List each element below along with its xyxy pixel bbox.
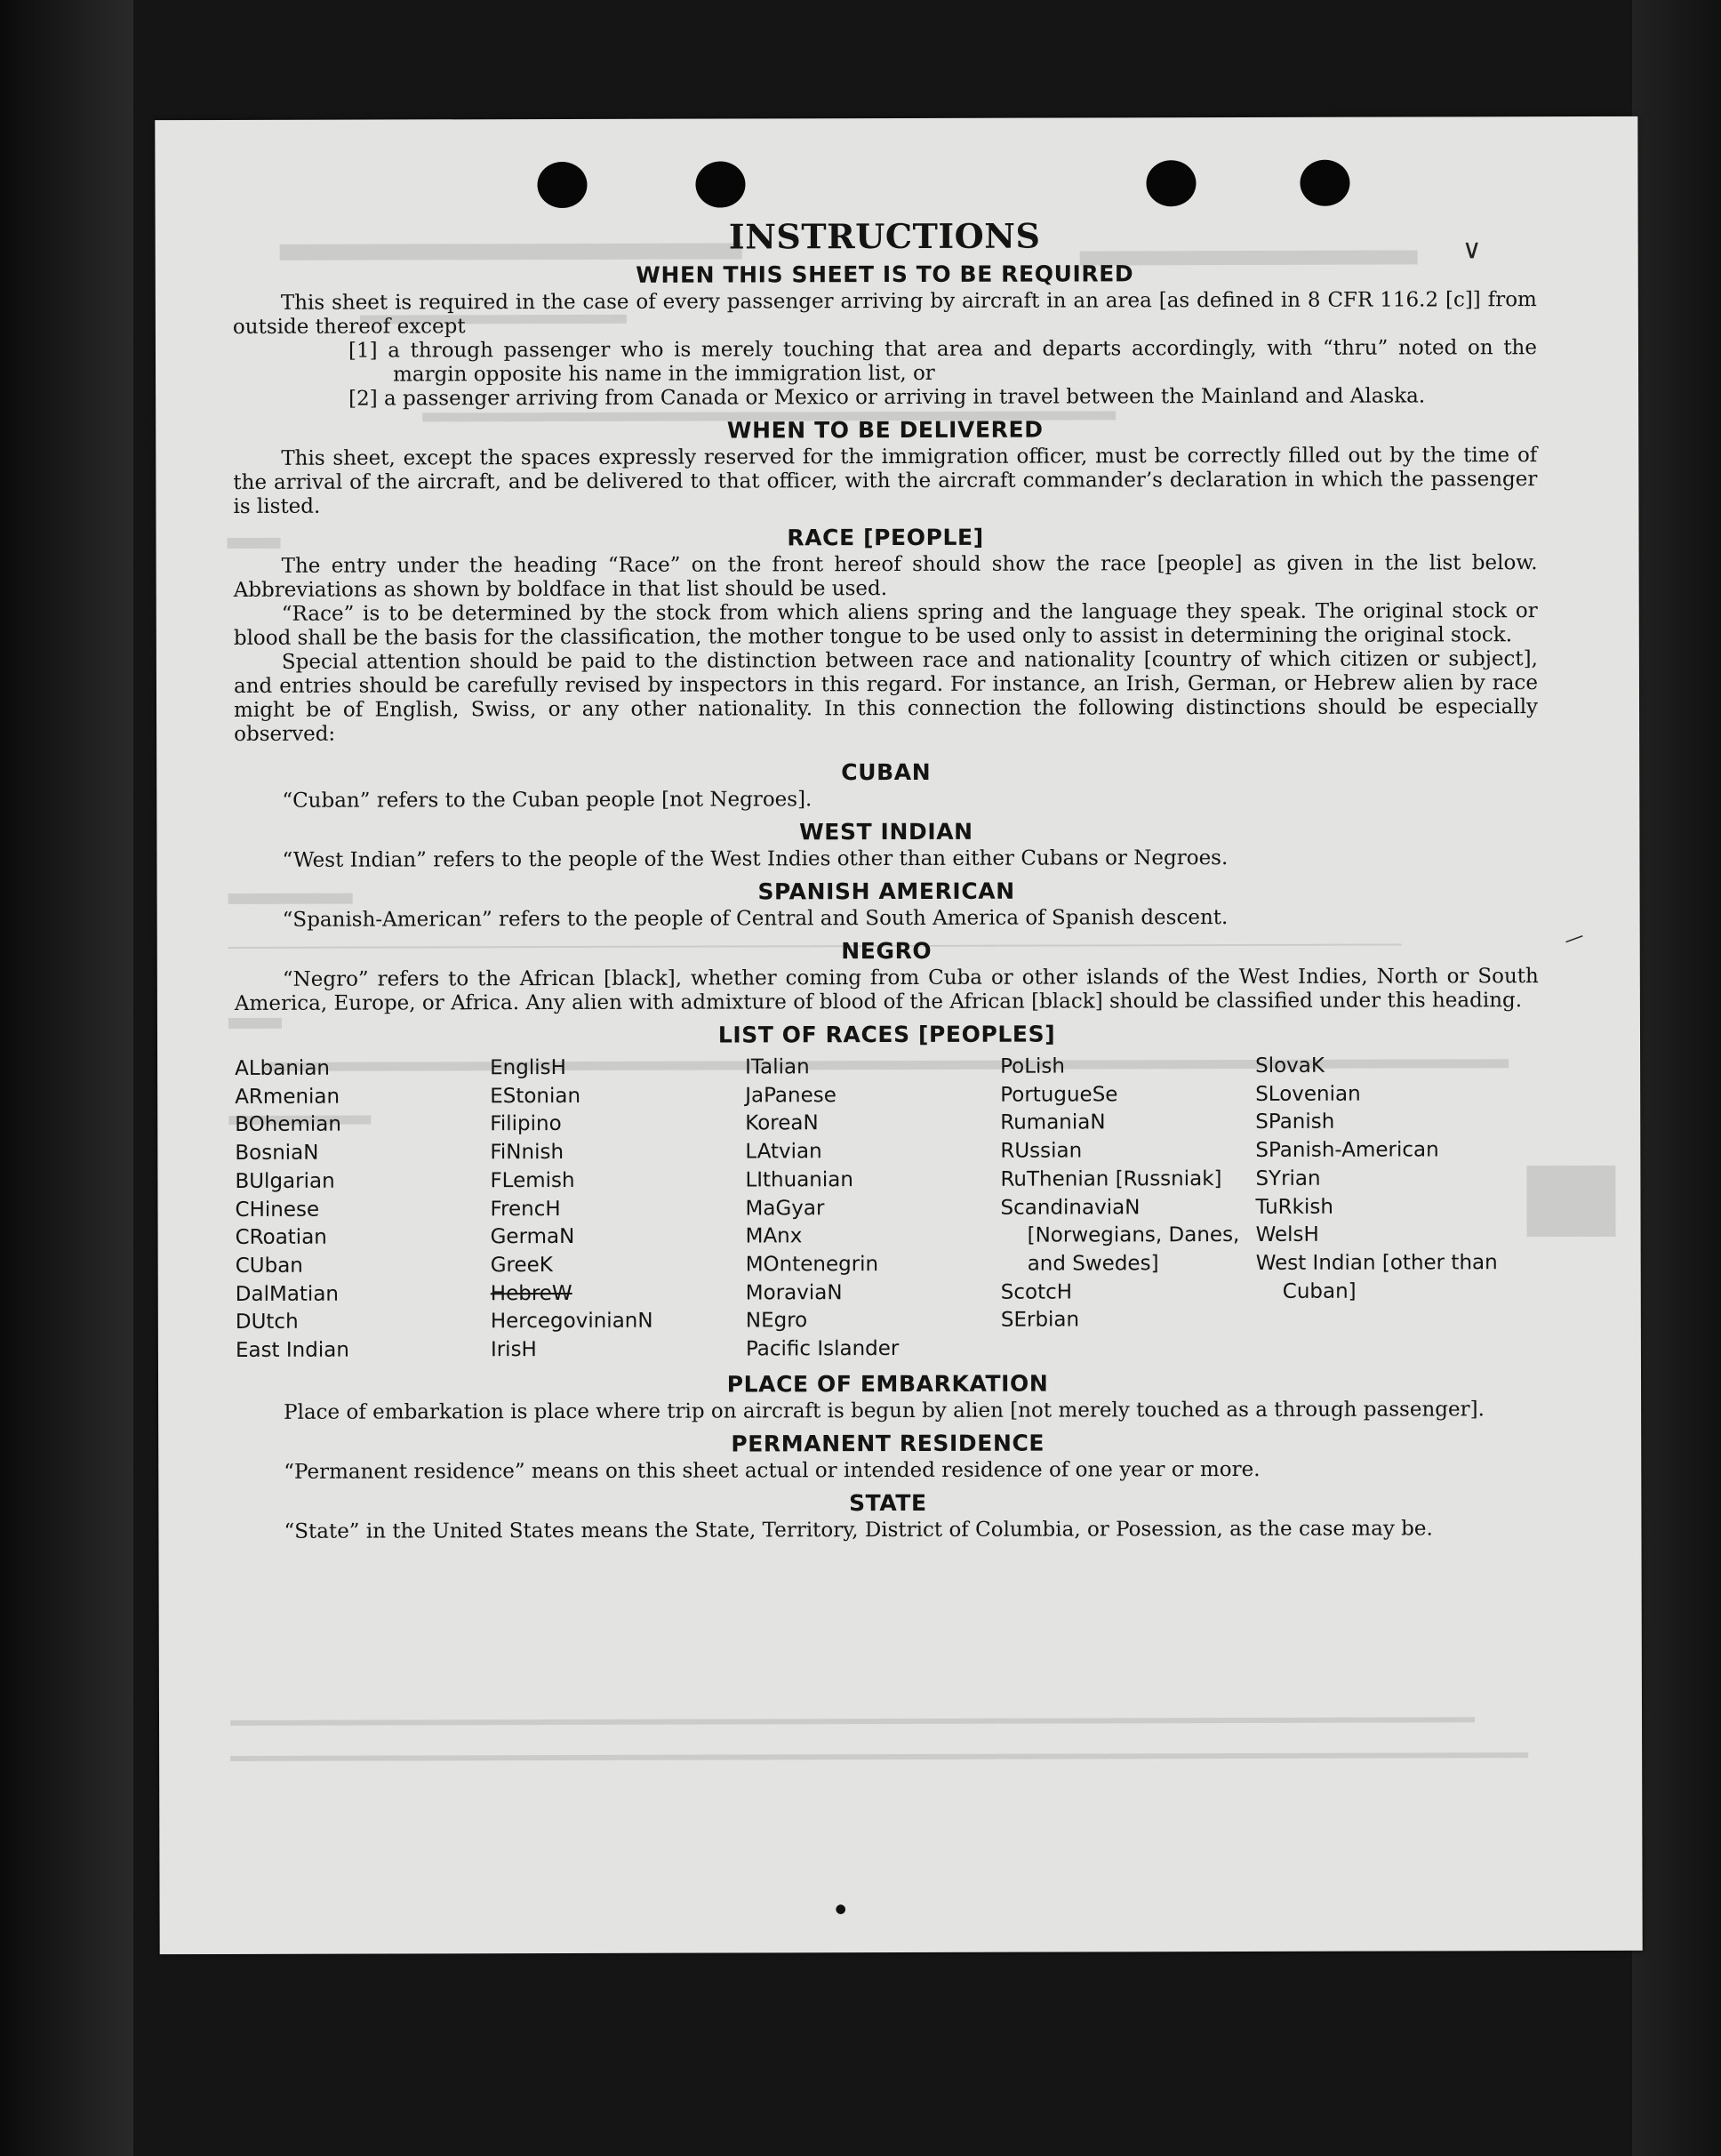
race-item: HercegovinianN <box>490 1310 653 1334</box>
race-item: DalMatian <box>235 1282 340 1306</box>
heading-embarkation: PLACE OF EMBARKATION <box>726 1370 1049 1398</box>
race-item: ScotcH <box>1000 1280 1073 1304</box>
dot-mark: ● <box>835 1902 846 1917</box>
heading-residence: PERMANENT RESIDENCE <box>731 1430 1045 1457</box>
race-item: ALbanian <box>235 1056 331 1080</box>
race-item: NEgro <box>745 1309 808 1333</box>
race-item: IrisH <box>490 1338 537 1362</box>
race-item: East Indian <box>235 1338 349 1362</box>
film-edge-left <box>0 0 133 2156</box>
race-item: PortugueSe <box>1000 1083 1118 1107</box>
race-item: MOntenegrin <box>745 1252 879 1277</box>
race-item: SPanish-American <box>1255 1138 1439 1163</box>
required-intro: This sheet is required in the case of every passenger arriving by aircraft in an area [as defined in 8 CFR 116.2 [c]] from outside thereof except <box>232 288 1537 339</box>
race-item: ScandinaviaN [Norwegians, Danes, and Swedes] <box>1000 1195 1240 1276</box>
race-item: RuThenian [Russniak] <box>1000 1166 1222 1191</box>
instructions-content <box>233 214 1541 1544</box>
race-item: EStonian <box>490 1084 581 1108</box>
race-paragraph-3: Special attention should be paid to the distinction between race and nationality [country of which citizen or subject], and entries should be carefully revised by inspectors in this regard. For instance, an Irish, German, or Hebrew alien by race might be of English, Swiss, or any other nationality. In this connection the following distinctions should be especially observed: <box>233 647 1539 746</box>
race-item: SlovaK <box>1255 1054 1325 1078</box>
heading-west-indian: WEST INDIAN <box>799 818 973 846</box>
race-item: Pacific Islander <box>745 1337 900 1361</box>
race-column-1 <box>235 1054 491 1365</box>
document-sheet <box>155 116 1642 1954</box>
heading-spanish-american: SPANISH AMERICAN <box>757 878 1015 905</box>
punch-hole <box>1146 160 1196 206</box>
race-item: SLovenian <box>1255 1082 1361 1106</box>
race-item: CUban <box>235 1254 303 1278</box>
race-item: Filipino <box>490 1112 562 1136</box>
race-item: ITalian <box>745 1055 810 1079</box>
race-item: CHinese <box>235 1198 320 1222</box>
race-item-struck: HebreW <box>490 1281 572 1305</box>
pen-mark: — <box>1561 924 1588 953</box>
race-item: JaPanese <box>745 1083 836 1108</box>
race-item: West Indian [other than Cuban] <box>1255 1251 1498 1303</box>
race-item: BUlgarian <box>235 1169 335 1193</box>
race-item: EnglisH <box>490 1055 566 1080</box>
race-item: MoraviaN <box>745 1280 843 1305</box>
race-column-3 <box>745 1054 1001 1364</box>
negro-text: “Negro” refers to the African [black], whether coming from Cuba or other islands of the West Indies, North or South America, Europe, or Africa. Any alien with admixture of blood of the African [black] should be classified under this heading. <box>234 965 1539 1015</box>
race-item: GermaN <box>490 1225 575 1249</box>
state-text: “State” in the United States means the State, Territory, District of Columbia, or Posession, as the case may be. <box>284 1517 1433 1543</box>
race-item: BosniaN <box>235 1141 319 1166</box>
cuban-text: “Cuban” refers to the Cuban people [not Negroes]. <box>282 788 812 813</box>
punch-hole <box>1300 160 1349 206</box>
race-item: SPanish <box>1255 1110 1335 1134</box>
delivered-text: This sheet, except the spaces expressly reserved for the immigration officer, must be correctly filled out by the time of the arrival of the aircraft, and be delivered to that officer, with the aircraft commander’s declaration in which the passenger is listed. <box>233 444 1538 518</box>
required-exception-2: [2] a passenger arriving from Canada or Mexico or arriving in travel between the Mainland and Alaska. <box>348 384 1426 411</box>
heading-cuban: CUBAN <box>841 758 932 786</box>
embarkation-text: Place of embarkation is place where trip on aircraft is begun by alien [not merely touched as a through passenger]. <box>284 1398 1485 1424</box>
race-paragraph-1: The entry under the heading “Race” on the front hereof should show the race [people] as given in the list below. Abbreviations as shown by boldface in that list should be used. <box>233 551 1538 602</box>
race-list <box>235 1052 1540 1366</box>
document-title: INSTRUCTIONS <box>728 215 1041 257</box>
heading-delivered: WHEN TO BE DELIVERED <box>726 416 1044 444</box>
race-item: WelsH <box>1255 1222 1319 1247</box>
west-indian-text: “West Indian” refers to the people of the West Indies other than either Cubans or Negroes. <box>282 846 1229 872</box>
race-item: MaGyar <box>745 1196 825 1220</box>
heading-race: RACE [PEOPLE] <box>787 524 984 551</box>
residence-text: “Permanent residence” means on this sheet actual or intended residence of one year or more. <box>284 1457 1261 1484</box>
race-item: PoLish <box>1000 1054 1066 1078</box>
heading-negro: NEGRO <box>841 937 933 965</box>
film-edge-right <box>1632 0 1721 2156</box>
race-item: KoreaN <box>745 1111 819 1135</box>
punch-hole <box>695 161 745 207</box>
punch-hole <box>537 162 587 208</box>
heading-list-of-races: LIST OF RACES [PEOPLES] <box>717 1021 1056 1048</box>
race-item: LIthuanian <box>745 1167 853 1192</box>
race-item: FLemish <box>490 1168 575 1193</box>
race-paragraph-2: “Race” is to be determined by the stock from which aliens spring and the language they speak. The original stock or blood shall be the basis for the classification, the mother tongue to be used only to assist in determining the original stock. <box>233 599 1538 650</box>
heading-required: WHEN THIS SHEET IS TO BE REQUIRED <box>636 260 1134 288</box>
race-item: ARmenian <box>235 1085 340 1109</box>
race-item: RumaniaN <box>1000 1110 1106 1135</box>
pen-mark: ∨ <box>1461 234 1482 266</box>
race-column-4 <box>1000 1053 1256 1363</box>
race-item: SErbian <box>1000 1308 1080 1333</box>
race-item: FiNnish <box>490 1141 564 1165</box>
race-item: FrencH <box>490 1197 561 1221</box>
required-exception-1: [1] a through passenger who is merely touching that area and departs accordingly, with “thru” noted on the margin opposite his name in the immigration list, or <box>348 336 1538 387</box>
race-item: MAnx <box>745 1224 803 1248</box>
heading-state: STATE <box>849 1489 927 1516</box>
race-column-5 <box>1255 1052 1540 1363</box>
race-item: DUtch <box>235 1310 299 1334</box>
race-item: BOhemian <box>235 1113 341 1137</box>
race-item: GreeK <box>490 1253 553 1278</box>
race-item: RUssian <box>1000 1139 1083 1163</box>
race-item: SYrian <box>1255 1166 1321 1190</box>
spanish-american-text: “Spanish-American” refers to the people of Central and South America of Spanish descent. <box>282 906 1229 932</box>
race-item: CRoatian <box>235 1225 327 1250</box>
race-item: TuRkish <box>1255 1195 1333 1219</box>
race-item: LAtvian <box>745 1140 822 1164</box>
race-column-2 <box>490 1054 746 1364</box>
